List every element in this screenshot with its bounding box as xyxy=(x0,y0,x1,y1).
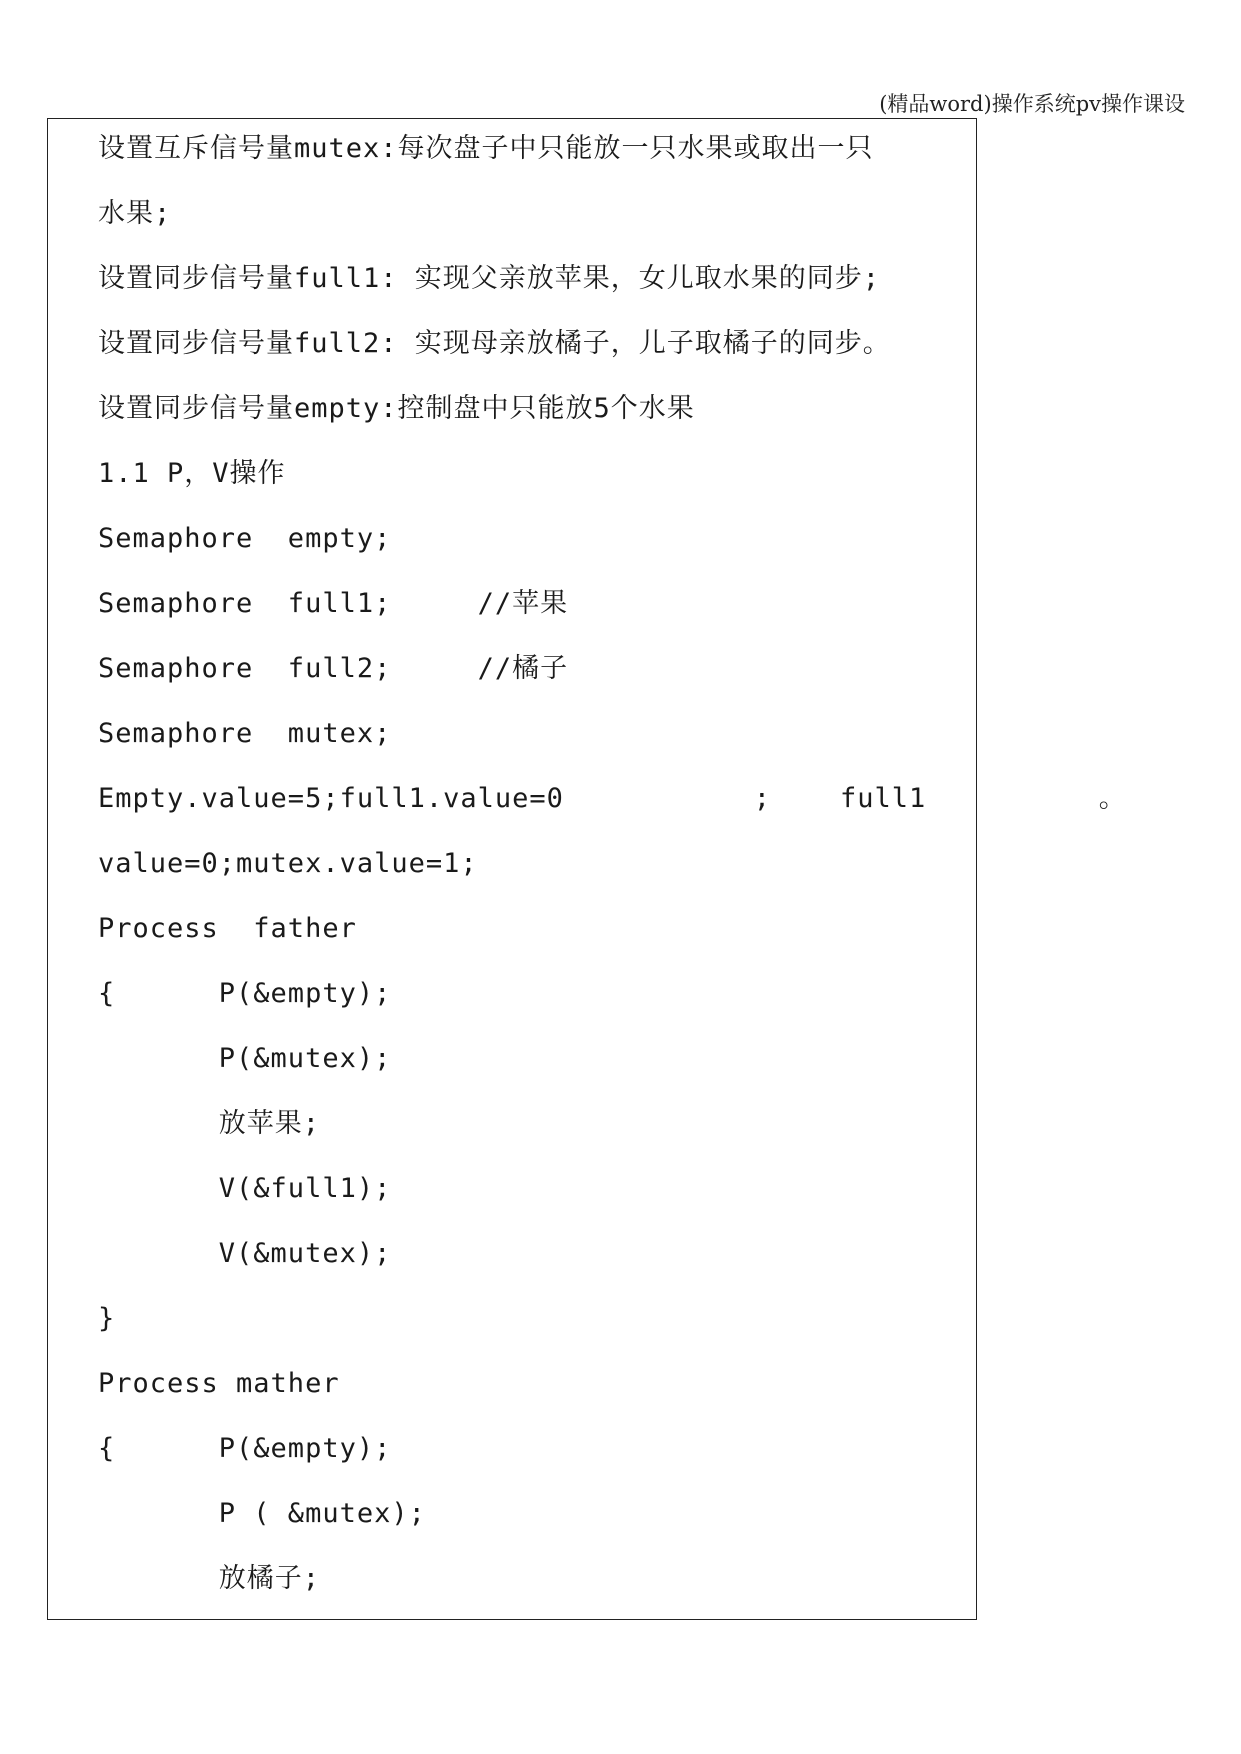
code-line: V(&mutex); xyxy=(98,1238,392,1269)
code-line: Empty.value=5;full1.value=0 ; full1 。 xyxy=(98,783,1127,814)
content-frame xyxy=(47,118,1127,1620)
code-line: 放苹果; xyxy=(98,1108,321,1139)
text-line: 设置同步信号量full2: 实现母亲放橘子，儿子取橘子的同步。 xyxy=(98,328,891,359)
text-line: 设置同步信号量full1: 实现父亲放苹果，女儿取水果的同步; xyxy=(98,263,881,294)
code-line: Semaphore full2; //橘子 xyxy=(98,653,569,684)
code-line: Semaphore full1; //苹果 xyxy=(98,588,569,619)
code-line: Process father xyxy=(98,913,357,944)
code-line: { P(&empty); xyxy=(98,1433,392,1464)
code-line: Semaphore mutex; xyxy=(98,718,392,749)
code-line: } xyxy=(98,1303,116,1334)
code-line: value=0;mutex.value=1; xyxy=(98,848,478,879)
section-heading: 1.1 P，V操作 xyxy=(98,458,286,489)
code-line: { P(&empty); xyxy=(98,978,392,1009)
page-header: (精品word)操作系统pv操作课设 xyxy=(879,92,1185,116)
text-line: 水果; xyxy=(98,198,172,229)
code-line: P(&mutex); xyxy=(98,1043,392,1074)
text-line: 设置互斥信号量mutex:每次盘子中只能放一只水果或取出一只 xyxy=(98,133,874,164)
code-line: Semaphore empty; xyxy=(98,523,392,554)
code-line: V(&full1); xyxy=(98,1173,392,1204)
text-line: 设置同步信号量empty:控制盘中只能放5个水果 xyxy=(98,393,695,424)
code-line: 放橘子; xyxy=(98,1563,321,1594)
code-line: P ( &mutex); xyxy=(98,1498,426,1529)
code-line: Process mather xyxy=(98,1368,340,1399)
